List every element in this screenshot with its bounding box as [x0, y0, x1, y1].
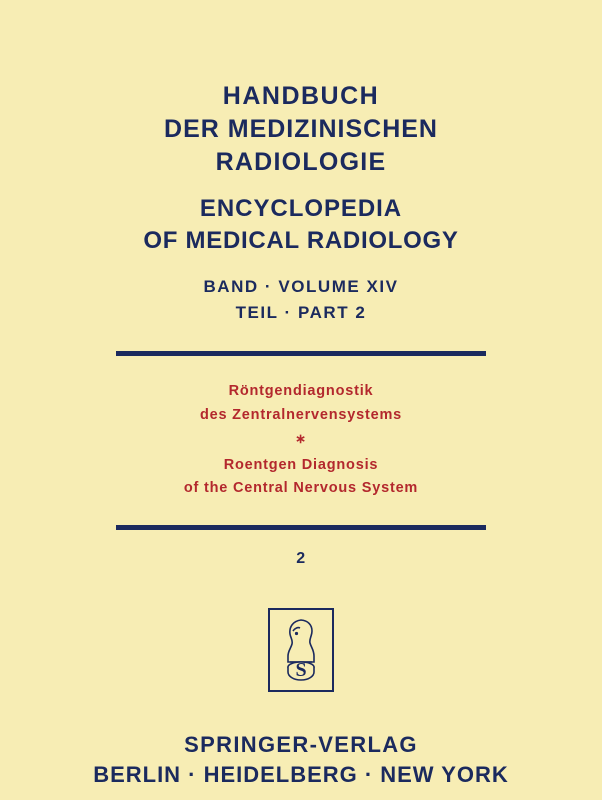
publisher-name: SPRINGER-VERLAG: [184, 731, 418, 757]
book-title: [0, 80, 602, 256]
knight-chess-icon: [277, 614, 325, 686]
divider-bottom: [116, 525, 486, 530]
subject-english-line1: Roentgen Diagnosis: [223, 457, 379, 473]
cover-content: [0, 80, 602, 789]
title-line-der-medizinischen: DER MEDIZINISCHEN: [164, 115, 438, 143]
title-line-handbuch: HANDBUCH: [222, 82, 380, 110]
divider-top: [116, 351, 486, 356]
logo-letter: S: [295, 658, 307, 681]
title-line-encyclopedia: ENCYCLOPEDIA: [199, 195, 403, 222]
volume-label: BAND · VOLUME XIV: [203, 277, 399, 297]
part-number: 2: [296, 549, 306, 567]
asterisk-separator: ∗: [295, 431, 307, 447]
title-line-of-medical-radiology: OF MEDICAL RADIOLOGY: [143, 226, 459, 254]
part-label: TEIL · PART 2: [235, 302, 367, 322]
title-line-radiologie: RADIOLOGIE: [215, 148, 387, 176]
logo-frame: [268, 608, 334, 692]
subject-german-line2: des Zentralnervensystems: [199, 406, 403, 423]
publisher-cities: BERLIN · HEIDELBERG · NEW YORK: [93, 761, 509, 787]
subject-title: [0, 380, 602, 501]
subject-german-line1: Röntgendiagnostik: [228, 383, 374, 400]
publisher-info: [0, 730, 602, 789]
subject-english-line2: of the Central Nervous System: [183, 480, 419, 497]
volume-info: [0, 274, 602, 325]
publisher-logo: [0, 608, 602, 692]
